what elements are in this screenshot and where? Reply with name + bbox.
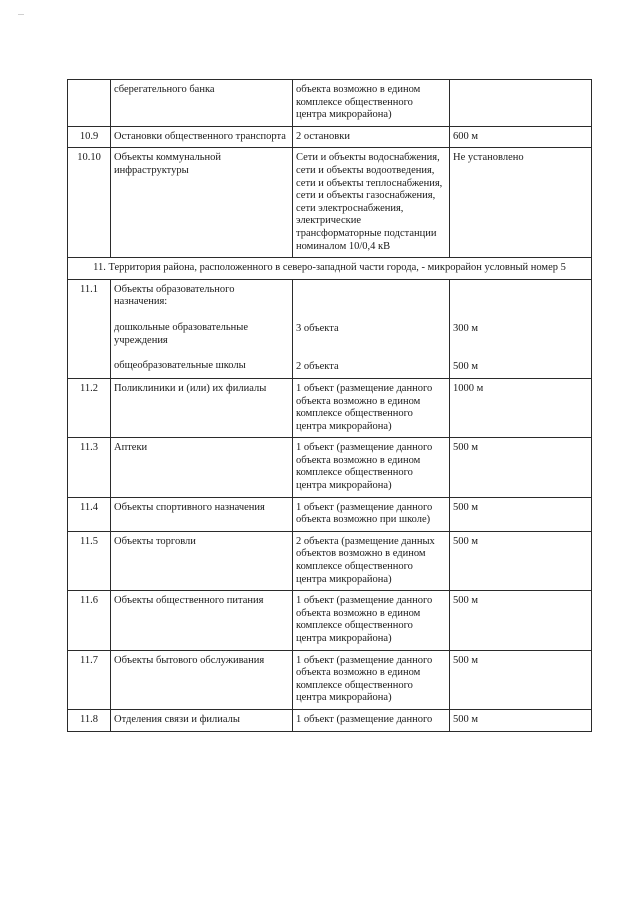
scan-mark [18, 14, 24, 15]
facility-name-group [111, 279, 293, 378]
facility-subname: дошкольные образовательные учреждения [114, 321, 249, 346]
facility-distance: 500 м [453, 361, 479, 373]
facility-quantity: 1 объект (размещение данного объекта возможно в едином комплексе общественного центра микрорайона) [293, 591, 450, 650]
table-row [68, 438, 592, 497]
facility-distance [450, 80, 592, 127]
facility-name: Остановки общественного транспорта [111, 126, 293, 148]
facility-quantity: Сети и объекты водоснабжения, сети и объекты водоотведения, сети и объекты теплоснабжения, сети и объекты газоснабжения, сети электроснабжения, электрические трансформаторные подстанции номиналом 10/0,4 кВ [293, 148, 450, 258]
row-number: 11.2 [68, 378, 111, 437]
facility-quantity: 1 объект (размещение данного объекта возможно в едином комплексе общественного центра микрорайона) [293, 438, 450, 497]
facility-name: Объекты торговли [111, 531, 293, 590]
table-row [68, 591, 592, 650]
row-number: 11.3 [68, 438, 111, 497]
section-row [68, 258, 592, 280]
table-row [68, 126, 592, 148]
facilities-table [67, 79, 592, 732]
facility-distance: 500 м [450, 497, 592, 531]
row-number: 11.5 [68, 531, 111, 590]
facility-name: Объекты бытового обслуживания [111, 650, 293, 709]
table-row [68, 80, 592, 127]
facility-quantity: объекта возможно в едином комплексе общественного центра микрорайона) [293, 80, 450, 127]
facility-quantity: 1 объект (размещение данного объекта возможно в едином комплексе общественного центра микрорайона) [293, 650, 450, 709]
table-row [68, 497, 592, 531]
facility-name: сберегательного банка [111, 80, 293, 127]
row-number: 10.9 [68, 126, 111, 148]
facility-subname: общеобразовательные школы [114, 360, 246, 372]
row-number: 11.4 [68, 497, 111, 531]
facility-distance: Не установлено [450, 148, 592, 258]
table-row [68, 378, 592, 437]
facility-quantity: 1 объект (размещение данного объекта возможно при школе) [293, 497, 450, 531]
row-number: 11.7 [68, 650, 111, 709]
facility-name: Отделения связи и филиалы [111, 709, 293, 731]
table-row [68, 279, 592, 378]
facility-distance: 1000 м [450, 378, 592, 437]
row-number: 11.1 [68, 279, 111, 378]
facility-distance: 600 м [450, 126, 592, 148]
facility-quantity: 2 остановки [293, 126, 450, 148]
facility-distance-group [450, 279, 592, 378]
facility-distance: 500 м [450, 650, 592, 709]
facility-quantity: 2 объекта (размещение данных объектов возможно в едином комплексе общественного центра микрорайона) [293, 531, 450, 590]
facility-name: Объекты спортивного назначения [111, 497, 293, 531]
facility-distance: 500 м [450, 438, 592, 497]
facility-quantity: 3 объекта [296, 322, 339, 334]
row-number: 10.10 [68, 148, 111, 258]
facility-name: Объекты общественного питания [111, 591, 293, 650]
facility-distance: 500 м [450, 531, 592, 590]
facility-quantity: 1 объект (размещение данного [293, 709, 450, 731]
table-row [68, 650, 592, 709]
section-heading: 11. Территория района, расположенного в северо-западной части города, - микрорайон условный номер 5 [68, 258, 592, 280]
facility-name: Объекты коммунальной инфраструктуры [111, 148, 293, 258]
table-row [68, 148, 592, 258]
facility-quantity-group [293, 279, 450, 378]
facility-name: Объекты образовательного назначения: [114, 283, 235, 308]
facility-distance: 500 м [450, 709, 592, 731]
table-row [68, 709, 592, 731]
facility-quantity: 1 объект (размещение данного объекта возможно в едином комплексе общественного центра микрорайона) [293, 378, 450, 437]
row-number: 11.6 [68, 591, 111, 650]
row-number: 11.8 [68, 709, 111, 731]
facility-distance: 500 м [450, 591, 592, 650]
facility-quantity: 2 объекта [296, 361, 339, 373]
table-row [68, 531, 592, 590]
facility-distance: 300 м [453, 322, 479, 334]
row-number [68, 80, 111, 127]
facility-name: Аптеки [111, 438, 293, 497]
facility-name: Поликлиники и (или) их филиалы [111, 378, 293, 437]
